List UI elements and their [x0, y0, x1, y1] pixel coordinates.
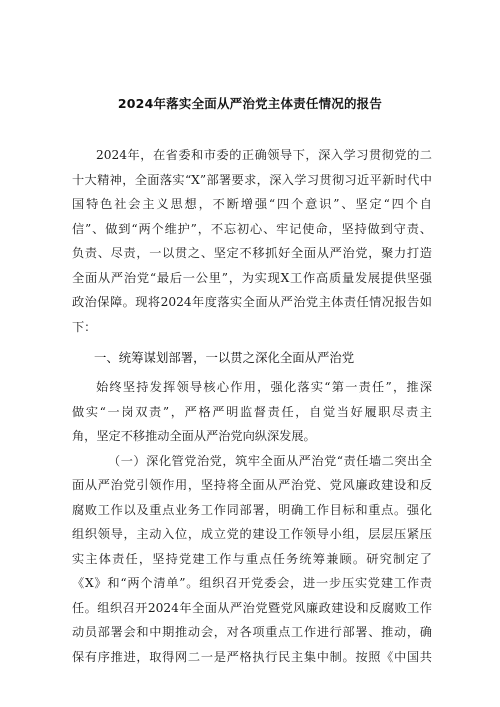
section1-paragraph — [72, 375, 432, 449]
text-line: 保有序推进，取得网二一是严格执行民主集中制。按照《中国共 — [72, 649, 432, 664]
subsection1-paragraph — [72, 449, 432, 670]
text-line: 政治保障。现将2024年度落实全面从严治党主体责任情况报告如 — [72, 295, 432, 309]
text-line: 组织领导，主动入位，成立党的建设工作领导小组，层层压紧压 — [72, 527, 432, 541]
text-line: 2024年，在省委和市委的正确领导下，深入学习贯彻党的二 — [96, 148, 432, 162]
text-line: （一）深化管党治党，筑牢全面从严治党“责任墙二突出全 — [108, 453, 432, 468]
text-line: 腐败工作以及重点业务工作同部署，明确工作目标和重点。强化 — [72, 502, 432, 517]
text-line: 信”、做到“两个维护”，不忘初心、牢记使命，坚持做到守责、 — [72, 221, 432, 236]
text-line: 角，坚定不移推动全面从严治党向纵深发展。 — [72, 429, 316, 443]
text-line: 负责、尽责，一以贯之、坚定不移抓好全面从严治党，聚力打造 — [72, 246, 432, 260]
text-line: 做实“一岗双责”，严格严明监督责任，自觉当好履职尽责主 — [72, 404, 432, 419]
text-line: 面从严治党引领作用，坚持将全面从严治党、党风廉政建设和反 — [72, 478, 432, 492]
section-heading: 一、统筹谋划部署，一以贯之深化全面从严治党 — [94, 350, 355, 365]
text-line: 始终坚持发挥领导核心作用，强化落实“第一责任”，推深 — [96, 380, 432, 394]
text-line: 动员部署会和中期推动会，对各项重点工作进行部署、推动，确 — [72, 625, 432, 639]
text-line: 十大精神，全面落实“X”部署要求，深入学习贯彻习近平新时代中 — [72, 172, 432, 187]
text-line: 全面从严治党“最后一公里”，为实现X工作高质量发展提供坚强 — [72, 270, 432, 285]
text-line: 任。组织召开2024年全面从严治党暨党风廉政建设和反腐败工作 — [72, 600, 432, 615]
intro-paragraph — [72, 143, 432, 339]
text-line: 实主体责任，坚持党建工作与重点任务统筹兼顾。研究制定了 — [72, 551, 432, 566]
text-line: 《X》和“两个清单”。组织召开党委会，进一步压实党建工作责 — [72, 576, 432, 590]
document-title: 2024年落实全面从严治党主体责任情况的报告 — [117, 96, 383, 111]
text-line: 下： — [72, 319, 97, 334]
text-line: 国特色社会主义思想，不断增强“四个意识”、坚定“四个自 — [72, 197, 432, 211]
document-body — [72, 143, 432, 669]
